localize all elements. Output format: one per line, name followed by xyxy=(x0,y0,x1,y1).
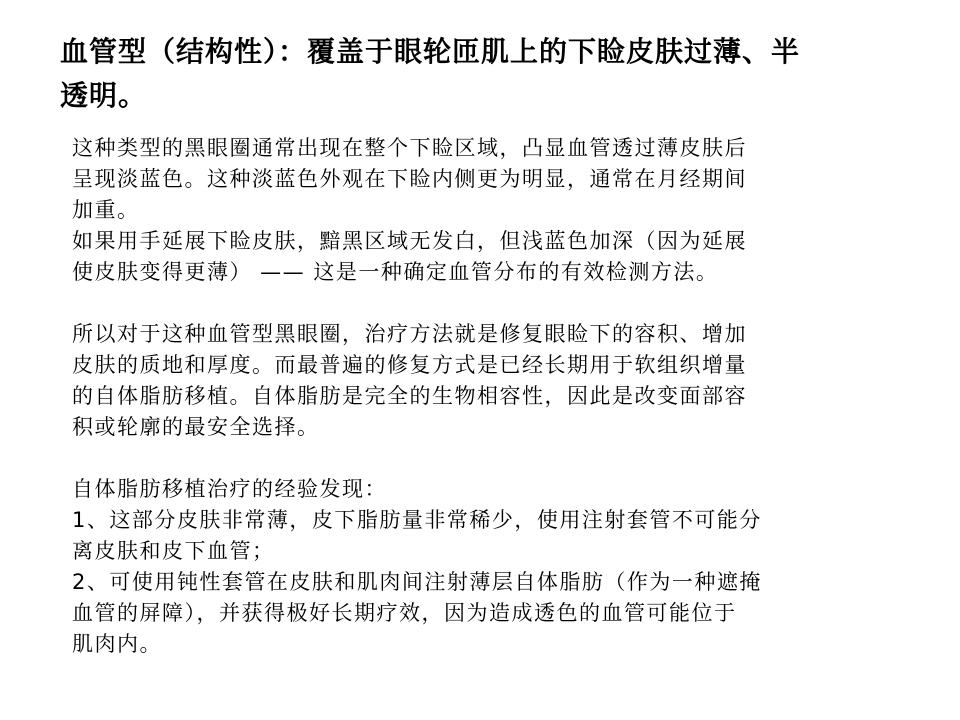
paragraph-findings xyxy=(72,474,892,660)
slide-title xyxy=(60,30,910,118)
text-line: 肌肉内。 xyxy=(72,632,162,656)
text-line: 使皮肤变得更薄） —— 这是一种确定血管分布的有效检测方法。 xyxy=(72,260,719,284)
text-line: 血管的屏障），并获得极好长期疗效，因为造成透色的血管可能位于 xyxy=(72,601,737,625)
text-line: 的自体脂肪移植。自体脂肪是完全的生物相容性，因此是改变面部容 xyxy=(72,384,747,408)
text-line: 2、可使用钝性套管在皮肤和肌肉间注射薄层自体脂肪（作为一种遮掩 xyxy=(72,570,762,594)
paragraph-spacer xyxy=(72,443,892,474)
title-line-2: 透明。 xyxy=(60,79,148,112)
slide-body xyxy=(72,133,892,660)
text-line: 皮肤的质地和厚度。而最普遍的修复方式是已经长期用于软组织增量 xyxy=(72,353,747,377)
paragraph-description xyxy=(72,133,892,288)
text-line: 如果用手延展下睑皮肤，黯黑区域无发白，但浅蓝色加深（因为延展 xyxy=(72,229,747,253)
text-line: 自体脂肪移植治疗的经验发现： xyxy=(72,477,387,501)
text-line: 所以对于这种血管型黑眼圈，治疗方法就是修复眼睑下的容积、增加 xyxy=(72,322,747,346)
paragraph-spacer xyxy=(72,288,892,319)
text-line: 呈现淡蓝色。这种淡蓝色外观在下睑内侧更为明显，通常在月经期间 xyxy=(72,167,747,191)
title-line-1: 血管型（结构性）：覆盖于眼轮匝肌上的下睑皮肤过薄、半 xyxy=(60,35,801,68)
paragraph-treatment xyxy=(72,319,892,443)
text-line: 离皮肤和皮下血管； xyxy=(72,539,275,563)
text-line: 积或轮廓的最安全选择。 xyxy=(72,415,320,439)
text-line: 这种类型的黑眼圈通常出现在整个下睑区域，凸显血管透过薄皮肤后 xyxy=(72,136,747,160)
text-line: 1、这部分皮肤非常薄，皮下脂肪量非常稀少，使用注射套管不可能分 xyxy=(72,508,762,532)
text-line: 加重。 xyxy=(72,198,140,222)
